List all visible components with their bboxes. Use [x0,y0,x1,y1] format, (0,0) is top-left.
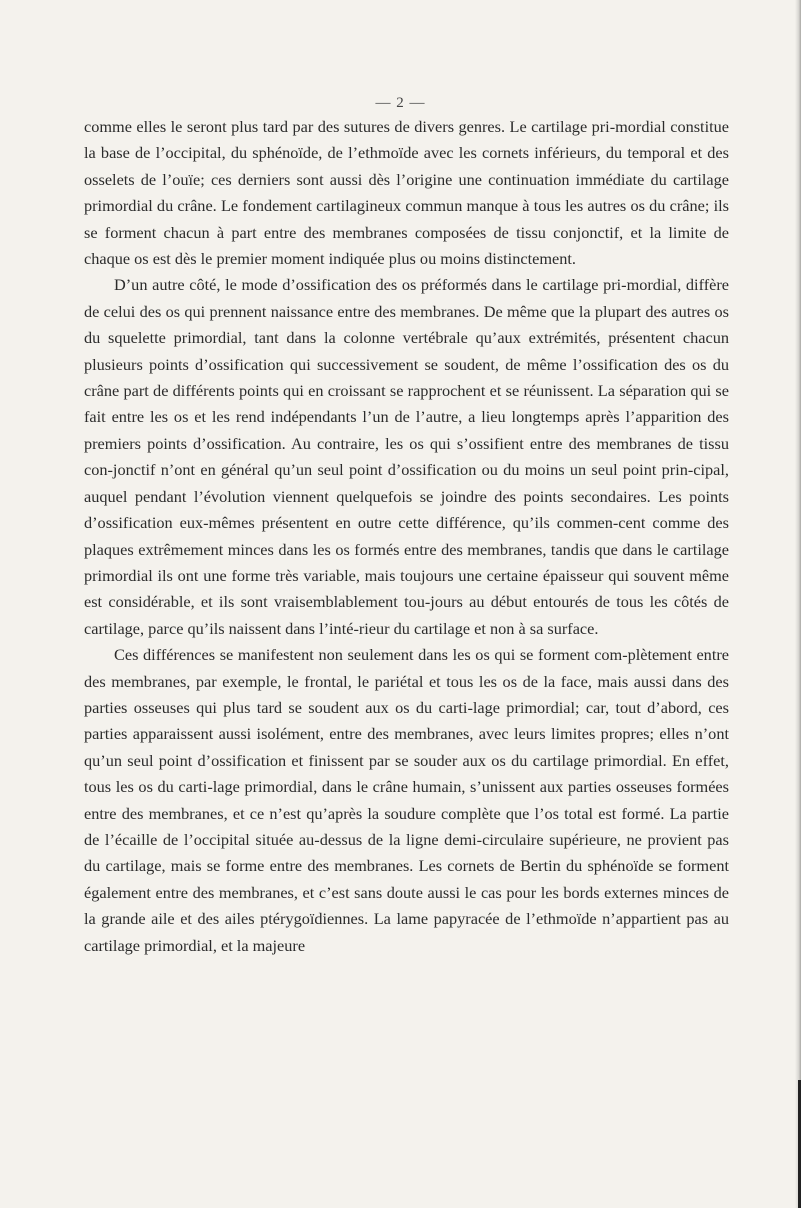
paragraph-3: Ces différences se manifestent non seulement dans les os qui se forment com-plètement entre des membranes, par exemple, le frontal, le pariétal et tous les os de la face, mais aussi dans des parties osseuses qui plus tard se soudent aux os du carti-lage primordial; car, tout d’abord, ces parties apparaissent aussi isolément, entre des membranes, avec leurs limites propres; elles n’ont qu’un seul point d’ossification et finissent par se souder aux os du cartilage primordial. En effet, tous les os du carti-lage primordial, dans le crâne humain, s’unissent aux parties osseuses formées entre des membranes, et ce n’est qu’après la soudure complète que l’os total est formé. La partie de l’écaille de l’occipital située au-dessus de la ligne demi-circulaire supérieure, ne provient pas du cartilage, mais se forme entre des membranes. Les cornets de Bertin du sphénoïde se forment également entre des membranes, et c’est sans doute aussi le cas pour les bords externes minces de la grande aile et des ailes ptérygoïdiennes. La lame papyracée de l’ethmoïde n’appartient pas au cartilage primordial, et la majeure [84,645,729,955]
page-number: — 2 — [375,95,426,111]
body-text [84,114,729,959]
page-edge-shadow [795,0,801,1208]
paragraph-2: D’un autre côté, le mode d’ossification des os préformés dans le cartilage pri-mordial, diffère de celui des os qui prennent naissance entre des membranes. De même que la plupart des autres os du squelette primordial, tant dans la colonne vertébrale qu’aux extrémités, présentent chacun plusieurs points d’ossification qui successivement se soudent, de même l’ossification des os du crâne part de différents points qui en croissant se rapprochent et se réunissent. La séparation qui se fait entre les os et les rend indépendants l’un de l’autre, a lieu longtemps après l’apparition des premiers points d’ossification. Au contraire, les os qui s’ossifient entre des membranes de tissu con-jonctif n’ont en général qu’un seul point d’ossification ou du moins un seul point prin-cipal, auquel pendant l’évolution viennent quelquefois se joindre des points secondaires. Les points d’ossification eux-mêmes présentent en outre cette différence, qu’ils commen-cent comme des plaques extrêmement minces dans les os formés entre des membranes, tandis que dans le cartilage primordial ils ont une forme très variable, mais toujours une certaine épaisseur qui souvent même est considérable, et ils sont vraisemblablement tou-jours au début entourés de tous les côtés de cartilage, parce qu’ils naissent dans l’inté-rieur du cartilage et non à sa surface. [84,275,729,638]
paragraph-1: comme elles le seront plus tard par des sutures de divers genres. Le cartilage pri-mordial constitue la base de l’occipital, du sphénoïde, de l’ethmoïde avec les cornets inférieurs, du temporal et des osselets de l’ouïe; ces derniers sont aussi dès l’origine une continuation immédiate du cartilage primordial du crâne. Le fondement cartilagineux commun manque à tous les autres os du crâne; ils se forment chacun à part entre des membranes composées de tissu conjonctif, et la limite de chaque os est dès le premier moment indiquée plus ou moins distinctement. [84,117,729,269]
